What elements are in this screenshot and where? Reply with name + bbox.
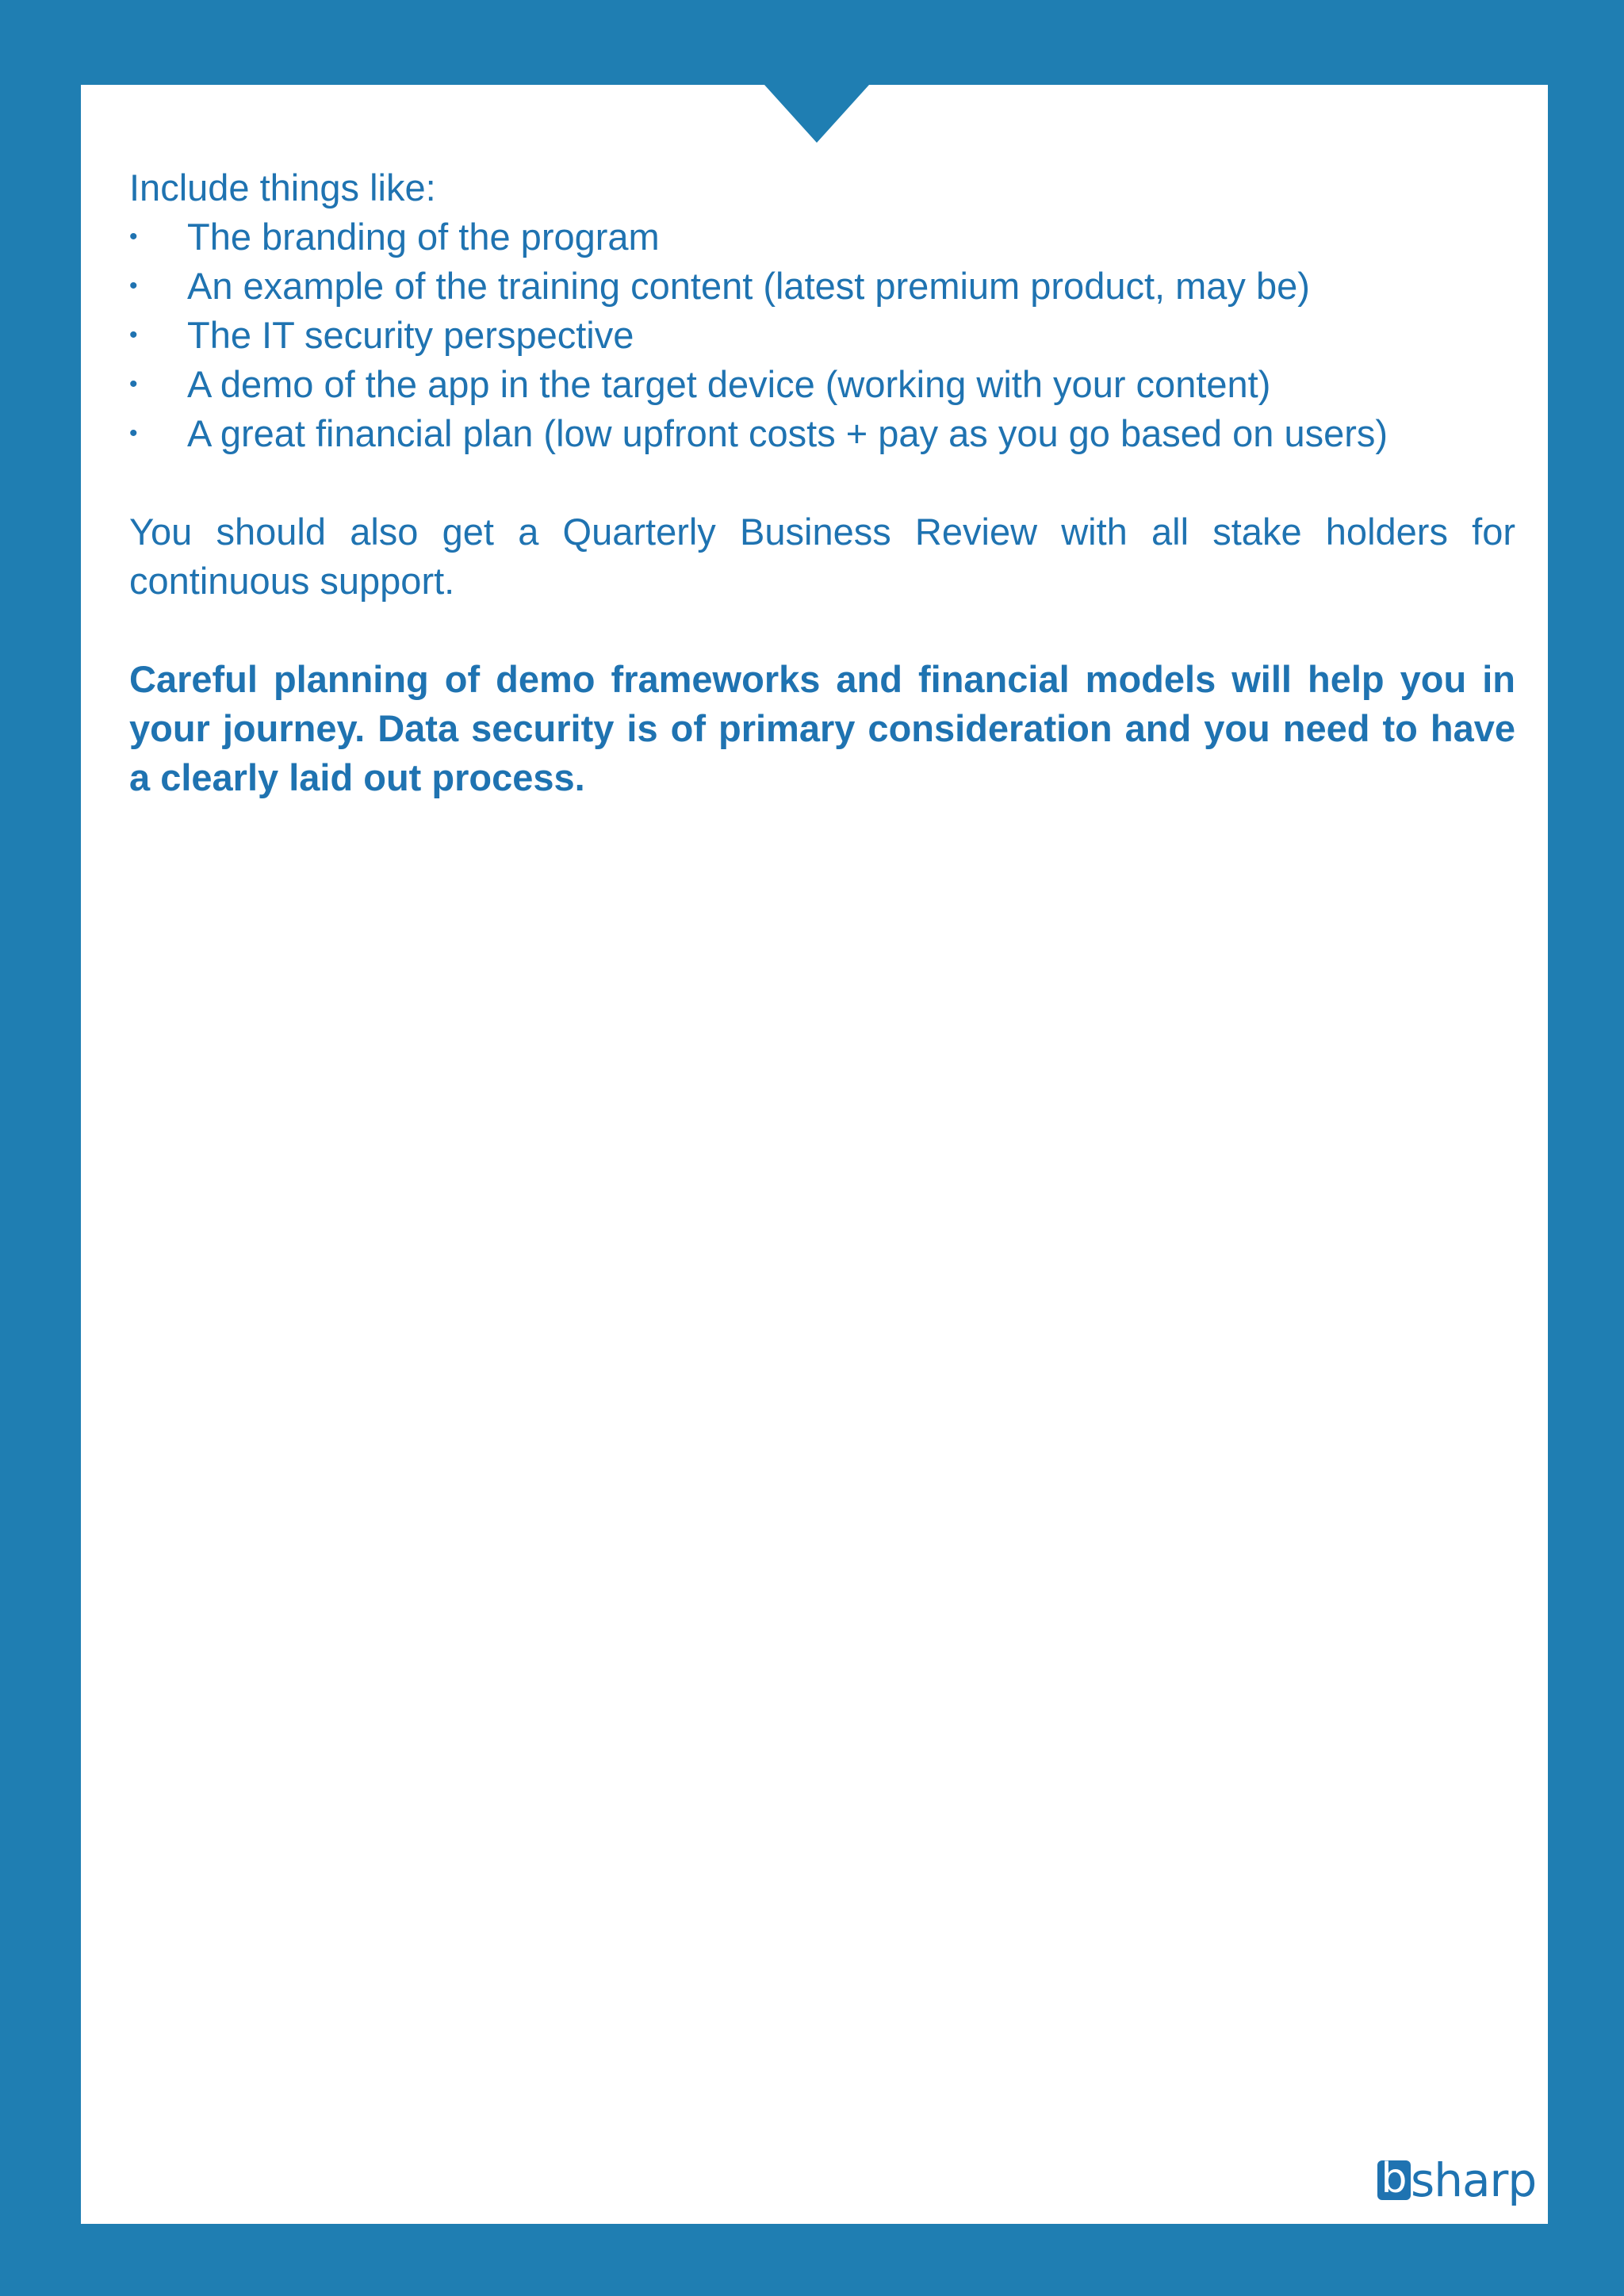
list-item-text: The IT security perspective [187, 314, 634, 356]
list-item-text: An example of the training content (latest premium product, may be) [187, 265, 1310, 307]
list-item [129, 360, 1515, 409]
top-notch-decoration [764, 85, 869, 143]
key-takeaway-paragraph: Careful planning of demo frameworks and financial models will help you in your journey. Data security is of primary consideration and you need to have a clearly laid out process. [129, 658, 1515, 798]
bullet-icon: • [129, 322, 138, 348]
logo-mark-icon: b [1377, 2160, 1411, 2200]
bsharp-logo [1377, 2153, 1537, 2207]
logo-text: sharp [1411, 2153, 1537, 2207]
bullet-icon: • [129, 224, 138, 250]
list-item [129, 262, 1515, 311]
bullet-list [129, 212, 1515, 458]
list-item [129, 212, 1515, 262]
qbr-paragraph: You should also get a Quarterly Business Review with all stake holders for continuous support. [129, 511, 1515, 602]
list-item-text: A demo of the app in the target device (working with your content) [187, 363, 1271, 405]
list-item-text: The branding of the program [187, 216, 660, 258]
list-item [129, 311, 1515, 360]
bullet-icon: • [129, 420, 138, 446]
intro-text: Include things like: [129, 166, 436, 209]
bullet-icon: • [129, 273, 138, 299]
list-item [129, 409, 1515, 458]
list-item-text: A great financial plan (low upfront costs + pay as you go based on users) [187, 412, 1388, 454]
document-content [129, 163, 1515, 802]
bullet-icon: • [129, 371, 138, 397]
